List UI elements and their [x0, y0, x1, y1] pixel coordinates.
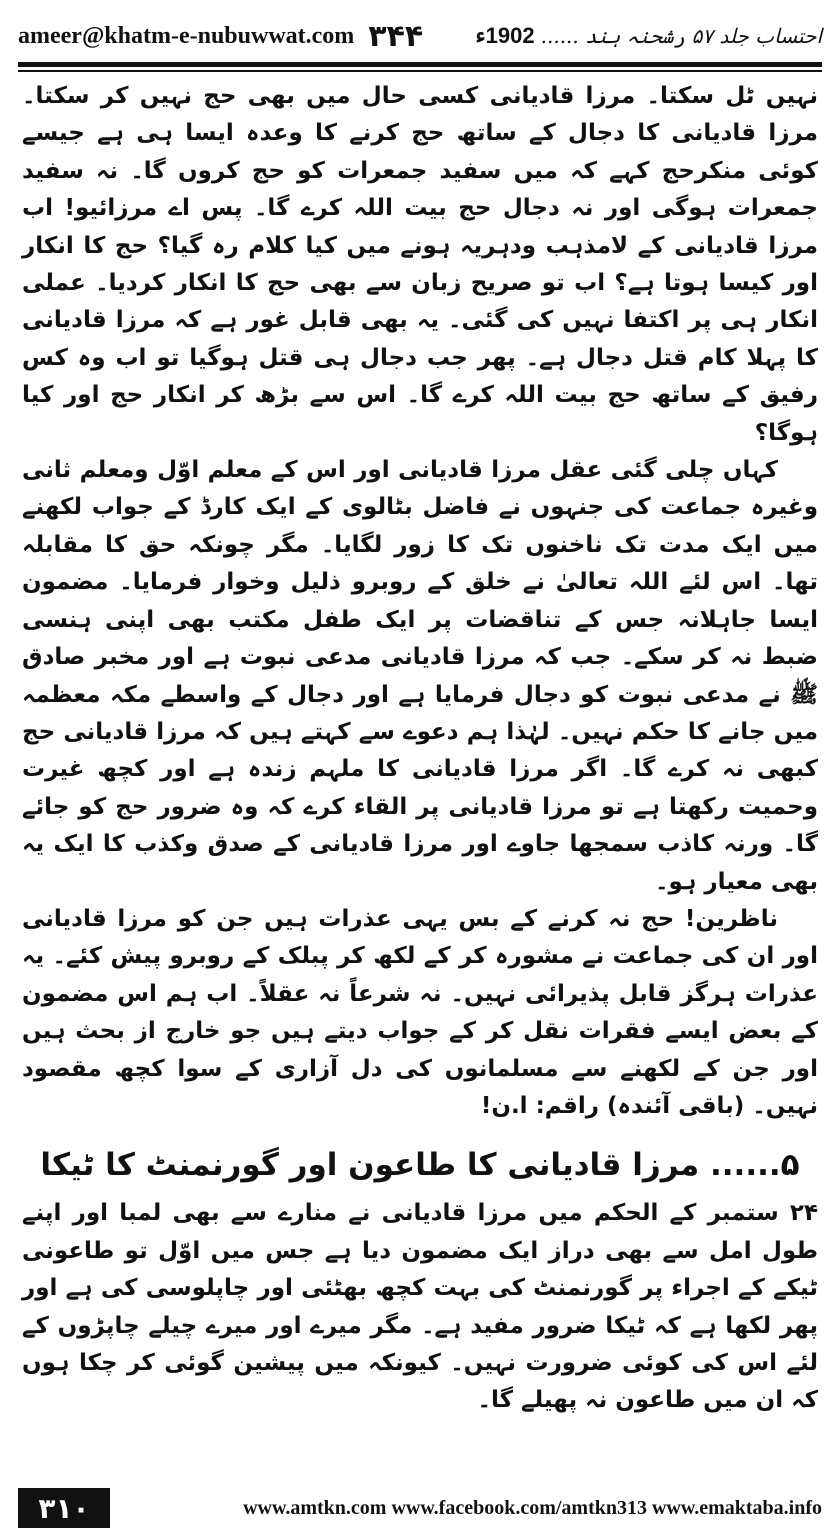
header-page-number: ۳۴۴ — [368, 18, 424, 54]
section-heading: ۵...... مرزا قادیانی کا طاعون اور گورنمنٹ کا ٹیکا — [40, 1147, 800, 1184]
header-email: ameer@khatm-e-nubuwwat.com — [18, 22, 355, 49]
running-year: 1902ء — [475, 23, 535, 48]
page-body — [22, 78, 818, 1420]
paragraph-3: ناظرین! حج نہ کرنے کے بس یہی عذرات ہیں جن کو مرزا قادیانی اور ان کی جماعت نے مشورہ کر کے لکھ کر پبلک کے روبرو پیش کئے۔ یہ عذرات ہرگز قابل پذیرائی نہیں۔ نہ شرعاً نہ عقلاً۔ اب ہم اس مضمون کے بعض ایسے فقرات نقل کر کے جواب دیتے ہیں جو خارج از بحث ہیں اور جن کے لکھنے سے مسلمانوں کی دل آزاری کے سوا کچھ مقصود نہیں۔ (باقی آئندہ) راقم: ا.ن! — [22, 905, 818, 1119]
header-rule-thin — [18, 70, 822, 72]
footer-links: www.amtkn.com www.facebook.com/amtkn313 www.emaktaba.info — [243, 1496, 822, 1519]
header-left — [18, 19, 423, 54]
paragraph-2: کہاں چلی گئی عقل مرزا قادیانی اور اس کے معلم اوّل ومعلم ثانی وغیرہ جماعت کی جنہوں نے فاضل بٹالوی کے ایک کارڈ کے جواب لکھنے میں ایک مدت تک ناخنوں تک کا زور لگایا۔ مگر چونکہ حق کا مقابلہ تھا۔ اس لئے اللہ تعالیٰ نے خلق کے روبرو ذلیل وخوار فرمایا۔ مضمون ایسا جاہلانہ جس کے تناقضات پر ایک طفل مکتب بھی اپنی ہنسی ضبط نہ کر سکے۔ جب کہ مرزا قادیانی مدعی نبوت ہے اور مخبر صادق ﷺ نے مدعی نبوت کو دجال فرمایا ہے اور دجال کے واسطے مکہ معظمہ میں جانے کا حکم نہیں۔ لہٰذا ہم دعوے سے کہتے ہیں کہ مرزا قادیانی حج کبھی نہ کرے گا۔ اگر مرزا قادیانی کا ملہم زندہ ہے اور کچھ غیرت وحمیت رکھتا ہے تو مرزا قادیانی پر القاء کرے کہ وہ ضرور حج کو جائے گا۔ ورنہ کاذب سمجھا جاوے اور مرزا قادیانی کے صدق وکذب کا ایک یہ بھی معیار ہو۔ — [22, 457, 818, 895]
footer-page-badge: ۳۱۰ — [18, 1488, 110, 1528]
page-footer — [18, 1486, 822, 1530]
running-title-group — [475, 23, 822, 49]
header-rule-thick — [18, 62, 822, 67]
paragraph-1: نہیں ٹل سکتا۔ مرزا قادیانی کسی حال میں بھی حج نہیں کر سکتا۔ مرزا قادیانی کا دجال کے ساتھ حج کرنے کا وعدہ ایسا ہی ہے جیسے کوئی منکرحج کہے کہ میں سفید جمعرات کو حج کروں گا۔ نہ سفید جمعرات ہوگی اور نہ دجال حج بیت اللہ کرے گا۔ پس اے مرزائیو! اب مرزا قادیانی کے لامذہب ودہریہ ہونے میں کیا کلام رہ گیا؟ حج کا انکار اور کیسا ہوتا ہے؟ اب تو صریح زبان سے بھی حج کا انکار کردیا۔ عملی انکار ہی پر اکتفا نہیں کی گئی۔ یہ بھی قابل غور ہے کہ مرزا قادیانی کا پہلا کام قتل دجال ہے۔ پھر جب دجال ہی قتل ہوگیا تو اب وہ کس رفیق کے ساتھ حج بیت اللہ کرے گا۔ اس سے بڑھ کر انکار حج اور کیا ہوگا؟ — [22, 83, 818, 446]
section-paragraph: ۲۴ ستمبر کے الحکم میں مرزا قادیانی نے منارے سے بھی لمبا اور اپنے طول امل سے بھی دراز ایک مضمون دیا ہے جس میں اوّل تو طاعونی ٹیکے کے اجراء پر گورنمنٹ کی بہت کچھ بھٹئی اور چاپلوسی کی ہے اور پھر لکھا ہے کہ ٹیکا ضرور مفید ہے۔ مگر میرے اور میرے چیلے چاپڑوں کے لئے اس کی کوئی ضرورت نہیں۔ کیونکہ میں پیشین گوئی کر چکا ہوں کہ ان میں طاعون نہ پھیلے گا۔ — [22, 1200, 818, 1414]
page-header — [18, 14, 822, 58]
running-title: احتساب جلد ۵۷ رشحنہ ہند ...... — [540, 24, 822, 48]
